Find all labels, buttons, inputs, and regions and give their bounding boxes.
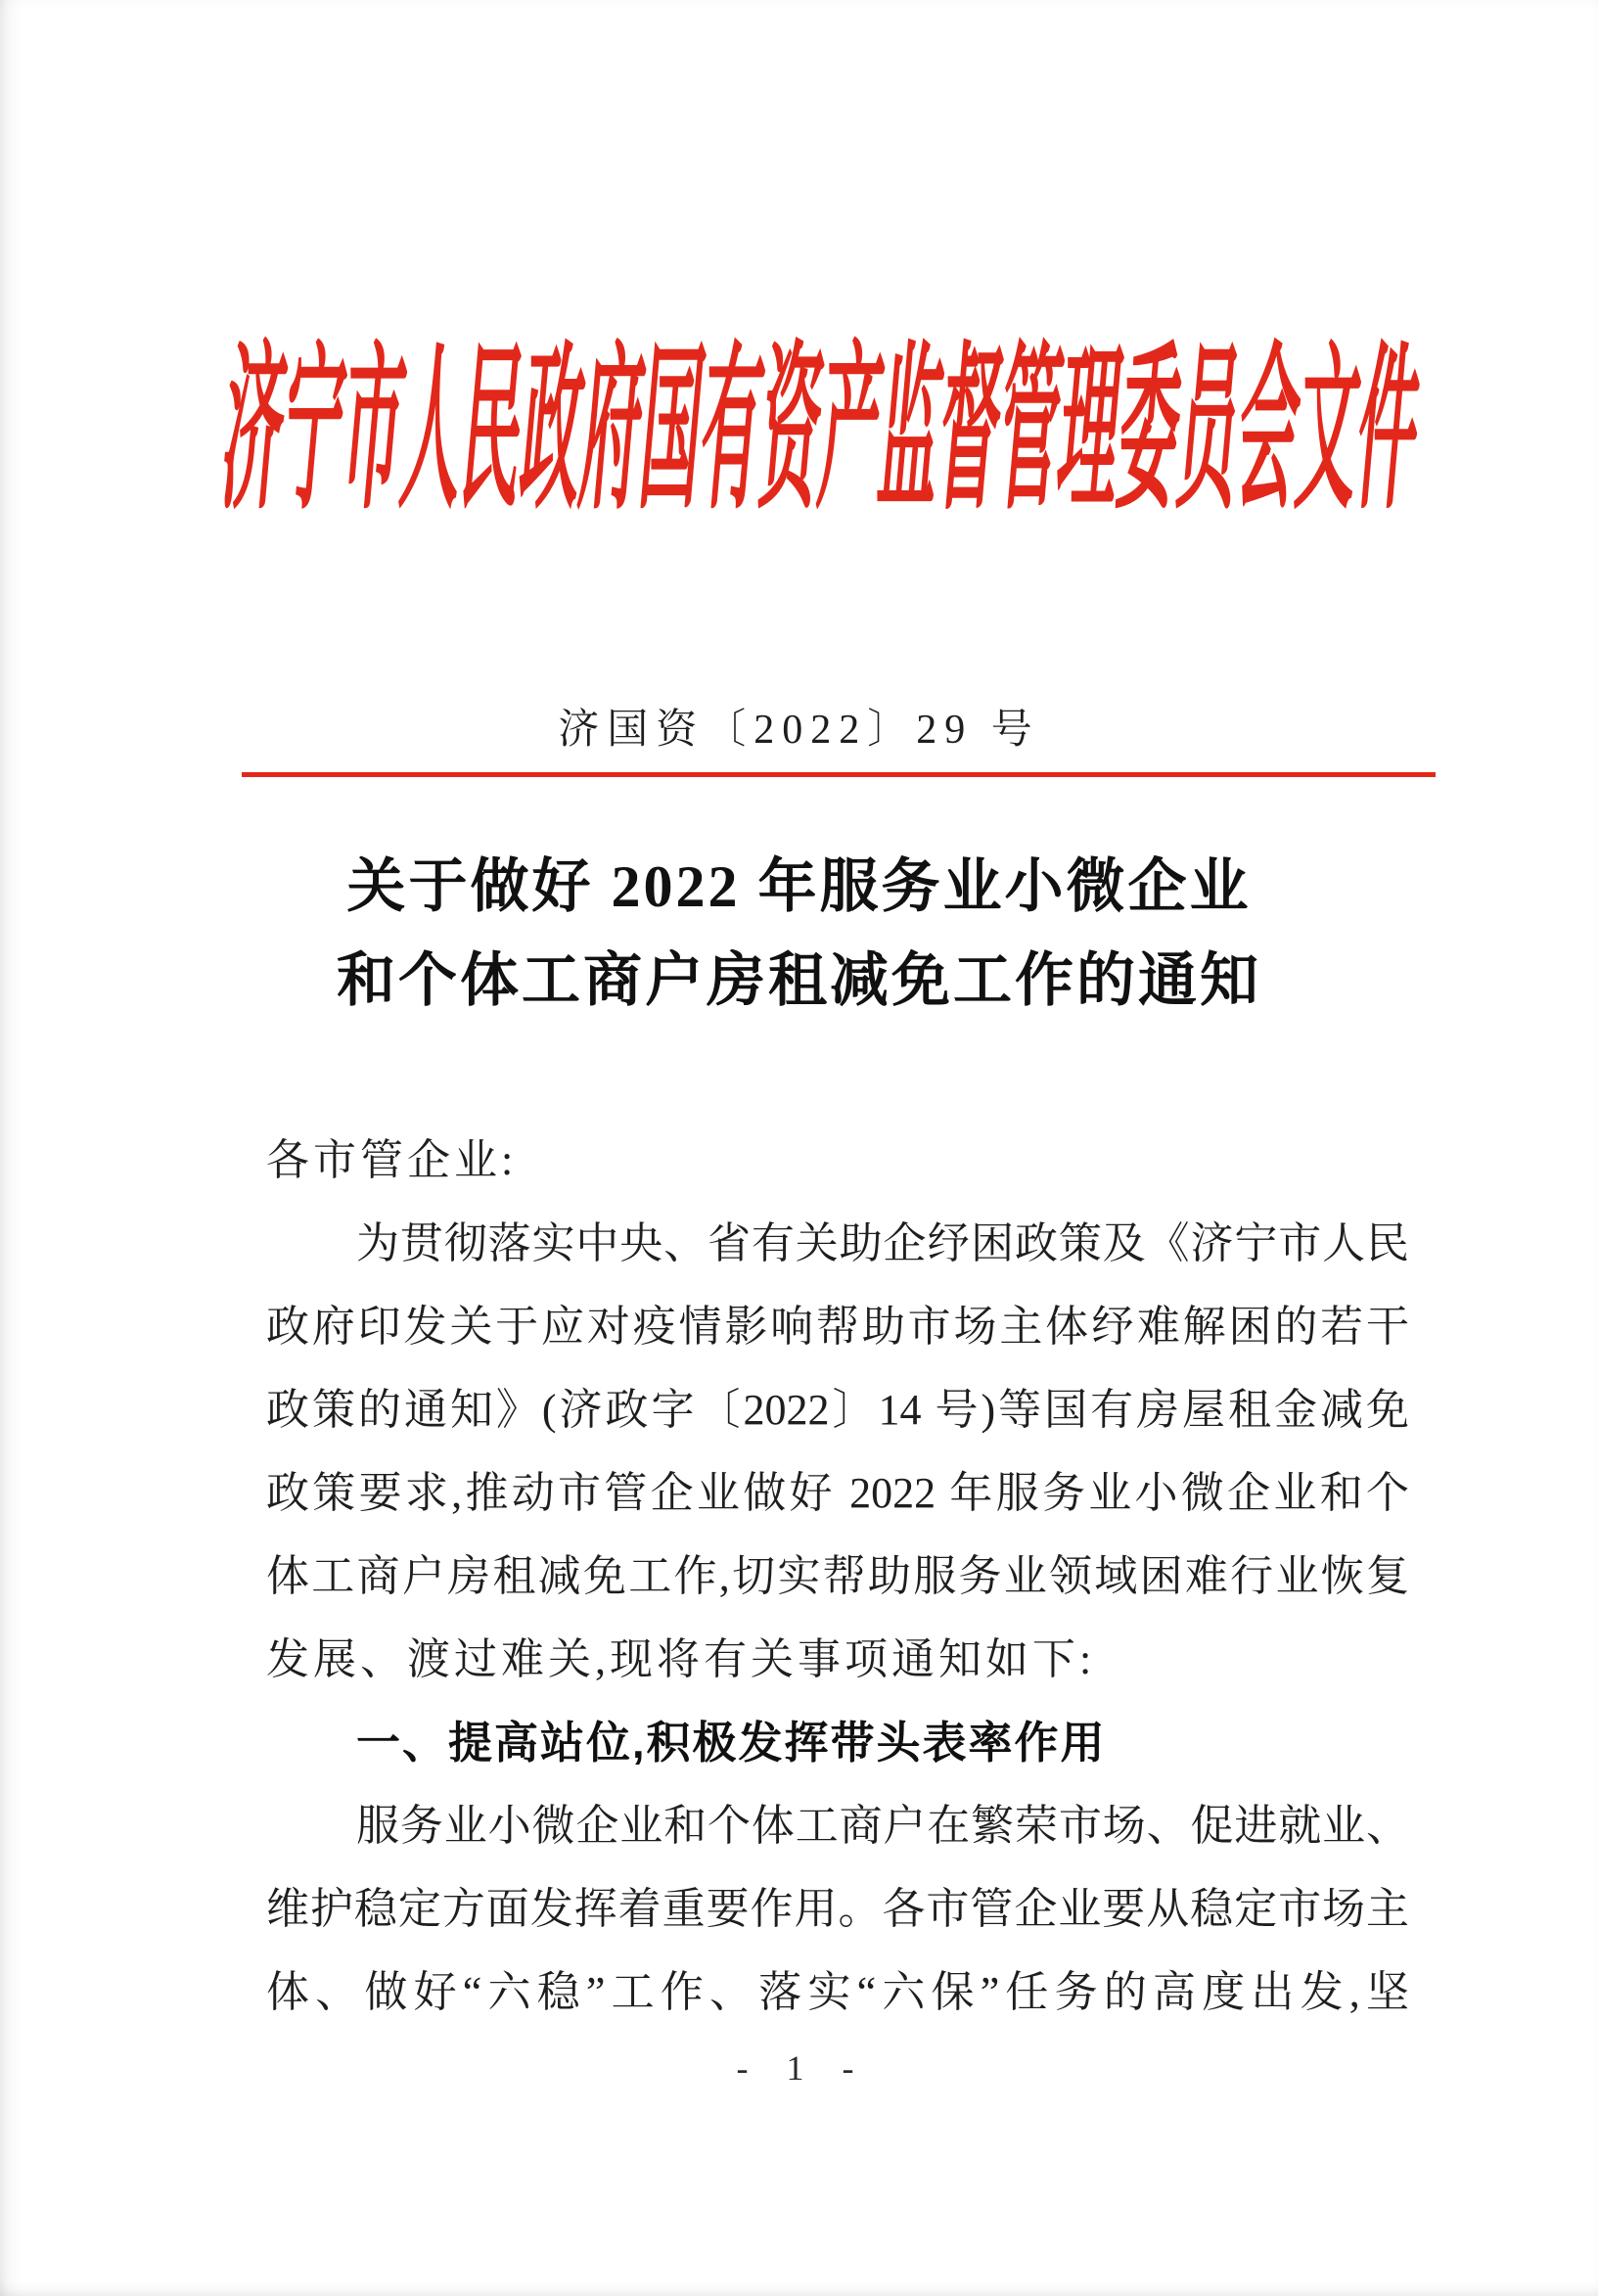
document-number: 济国资〔2022〕29 号 — [558, 708, 1040, 753]
salutation-line: 各市管企业: — [266, 1136, 518, 1184]
body-line: 体工商户房租减免工作,切实帮助服务业领域困难行业恢复 — [266, 1552, 1409, 1600]
red-separator-line — [242, 772, 1436, 777]
section-heading: 一、提高站位,积极发挥带头表率作用 — [356, 1718, 1107, 1768]
document-title — [0, 840, 1598, 1028]
body-line: 政府印发关于应对疫情影响帮助市场主体纾难解困的若干 — [266, 1303, 1409, 1351]
document-title-line1: 关于做好 2022 年服务业小微企业 — [346, 854, 1252, 919]
document-title-line2: 和个体工商户房租减免工作的通知 — [337, 948, 1261, 1013]
body-line: 为贯彻落实中央、省有关助企纾困政策及《济宁市人民 — [356, 1219, 1409, 1267]
red-masthead — [0, 336, 1598, 532]
body-line: 维护稳定方面发挥着重要作用。各市管企业要从稳定市场主 — [266, 1885, 1409, 1933]
issuing-authority-title: 济宁市人民政府国有资产监督管理委员会文件 — [214, 336, 1427, 532]
page-number: - 1 - — [736, 2048, 862, 2088]
document-body — [266, 1119, 1409, 2034]
body-line: 服务业小微企业和个体工商户在繁荣市场、促进就业、 — [356, 1802, 1409, 1850]
body-line: 发展、渡过难关,现将有关事项通知如下: — [266, 1635, 1096, 1683]
body-line: 体、做好“六稳”工作、落实“六保”任务的高度出发,坚 — [266, 1968, 1409, 2016]
body-line: 政策要求,推动市管企业做好 2022 年服务业小微企业和个 — [266, 1469, 1409, 1517]
body-line: 政策的通知》(济政字〔2022〕14 号)等国有房屋租金减免 — [266, 1386, 1409, 1434]
